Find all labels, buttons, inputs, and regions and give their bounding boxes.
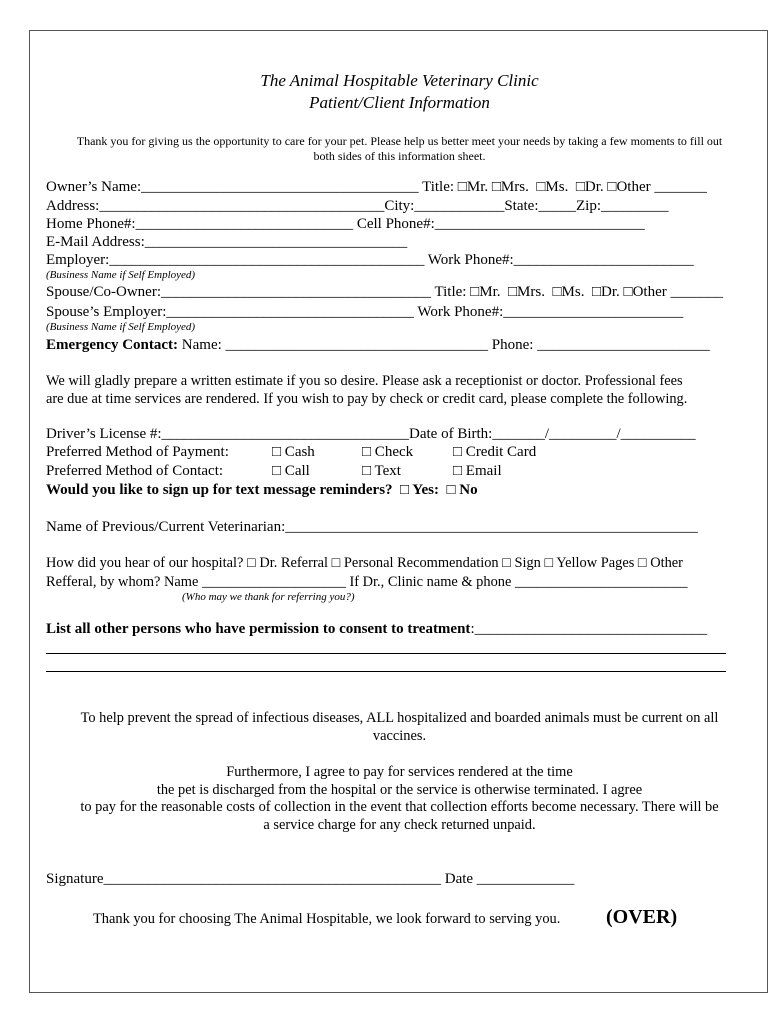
emergency-contact-field[interactable] [46,337,710,354]
spouse-name-field[interactable]: Spouse/Co-Owner:____________________________________ Title: □Mr. □Mrs. □Ms. □Dr. □Other _______ [46,284,723,300]
closing-thanks: Thank you for choosing The Animal Hospitable, we look forward to serving you. [93,911,561,927]
text-reminder-question[interactable]: Would you like to sign up for text message reminders? □ Yes: □ No [46,482,478,498]
consent-blank-line-2[interactable] [46,671,726,672]
contact-option-text[interactable]: □ Text [362,463,401,479]
owner-email-field[interactable]: E-Mail Address:___________________________________ [46,234,408,250]
estimate-text-line2: are due at time services are rendered. If you wish to pay by check or credit card, please complete the following. [46,391,688,407]
estimate-text-line1: We will gladly prepare a written estimate if you so desire. Please ask a receptionist or doctor. Professional fees [46,373,683,389]
emergency-contact-blanks: Name: ___________________________________ Phone: _______________________ [178,337,710,353]
spouse-employer-field[interactable]: Spouse’s Employer:_________________________________ Work Phone#:________________________ [46,304,684,320]
owner-address-field[interactable]: Address:______________________________________City:____________State:_____Zip:_________ [46,198,669,214]
consent-persons-label: List all other persons who have permission to consent to treatment [46,621,471,637]
contact-option-email[interactable]: □ Email [453,463,502,479]
owner-phone-field[interactable]: Home Phone#:_____________________________ Cell Phone#:____________________________ [46,216,645,232]
contact-method-label: Preferred Method of Contact: [46,463,224,479]
intro-text-line1: Thank you for giving us the opportunity to care for your pet. Please help us better meet your needs by taking a few moments to fill out [76,134,723,148]
owner-employer-note: (Business Name if Self Employed) [46,269,196,281]
payment-option-cash[interactable]: □ Cash [272,444,315,460]
owner-employer-field[interactable]: Employer:__________________________________________ Work Phone#:________________________ [46,252,694,268]
consent-persons-blank: :_______________________________ [470,621,708,637]
consent-blank-line-1[interactable] [46,653,726,654]
payment-method-label: Preferred Method of Payment: [46,444,229,460]
payment-option-credit-card[interactable]: □ Credit Card [453,444,537,460]
vaccine-policy-line1: To help prevent the spread of infectious diseases, ALL hospitalized and boarded animals must be current on all [80,710,719,726]
emergency-contact-label: Emergency Contact: [46,337,179,353]
over-indicator: (OVER) [606,906,678,928]
referral-name-field[interactable]: Refferal, by whom? Name ____________________ If Dr., Clinic name & phone ________________________ [46,574,688,590]
contact-option-call[interactable]: □ Call [272,463,310,479]
referral-note: (Who may we thank for referring you?) [182,591,355,603]
signature-date-field[interactable]: Signature_____________________________________________ Date _____________ [46,871,575,887]
clinic-title: The Animal Hospitable Veterinary Clinic [260,71,539,90]
spouse-employer-note: (Business Name if Self Employed) [46,321,196,333]
vaccine-policy-line2: vaccines. [372,728,427,744]
drivers-license-field[interactable]: Driver’s License #:_________________________________Date of Birth:_______/_________/__________ [46,426,696,442]
payment-agreement-line3: to pay for the reasonable costs of collection in the event that collection efforts become necessary. There will be [80,799,719,815]
referral-source-options[interactable]: How did you hear of our hospital? □ Dr. Referral □ Personal Recommendation □ Sign □ Yellow Pages □ Other [46,555,683,571]
payment-agreement-line4: a service charge for any check returned unpaid. [263,817,536,833]
payment-agreement-line2: the pet is discharged from the hospital or the service is otherwise terminated. I agree [156,782,643,798]
payment-agreement-line1: Furthermore, I agree to pay for services rendered at the time [226,764,573,780]
consent-persons-field[interactable] [46,621,707,638]
payment-option-check[interactable]: □ Check [362,444,414,460]
previous-veterinarian-field[interactable]: Name of Previous/Current Veterinarian:_______________________________________________________ [46,519,698,535]
owner-name-field[interactable]: Owner’s Name:_____________________________________ Title: □Mr. □Mrs. □Ms. □Dr. □Other _______ [46,179,707,195]
form-subtitle: Patient/Client Information [309,93,490,112]
form-page [29,30,768,993]
intro-text-line2: both sides of this information sheet. [313,149,486,163]
